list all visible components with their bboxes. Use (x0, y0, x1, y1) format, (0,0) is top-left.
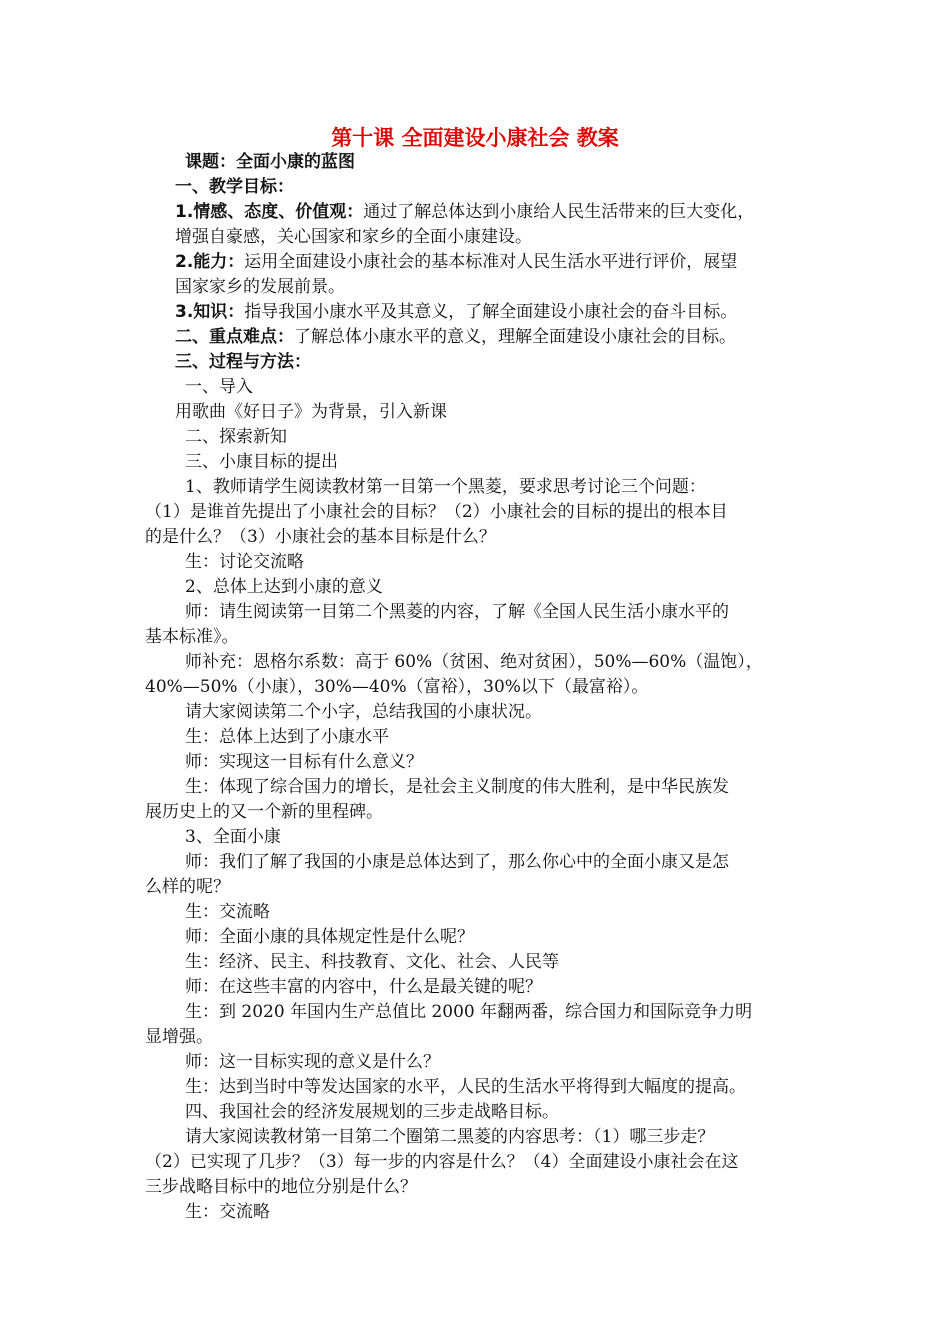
text-line (145, 1050, 815, 1075)
bold-label: 二、重点难点： (175, 327, 294, 347)
text-line (145, 625, 815, 650)
line-text: 师：实现这一目标有什么意义？ (185, 752, 423, 772)
line-text: 师：请生阅读第一目第二个黑菱的内容，了解《全国人民生活小康水平的 (185, 602, 729, 622)
text-line (145, 200, 815, 225)
text-line (145, 250, 815, 275)
line-text: 二、探索新知 (185, 427, 287, 447)
text-line (145, 400, 815, 425)
text-line (145, 675, 815, 700)
text-line (145, 450, 815, 475)
text-line (145, 275, 815, 300)
line-text: 指导我国小康水平及其意义，了解全面建设小康社会的奋斗目标。 (244, 302, 738, 322)
line-text: 生：达到当时中等发达国家的水平，人民的生活水平将得到大幅度的提高。 (185, 1077, 746, 1097)
line-text: 么样的呢？ (145, 877, 230, 897)
line-text: 展历史上的又一个新的里程碑。 (145, 802, 383, 822)
line-text: 1、教师请学生阅读教材第一目第一个黑菱，要求思考讨论三个问题： (185, 477, 706, 497)
line-text: 40%—50%（小康），30%—40%（富裕），30%以下（最富裕）。 (145, 677, 649, 697)
line-text: 生：到 2020 年国内生产总值比 2000 年翻两番，综合国力和国际竞争力明 (185, 1002, 753, 1022)
text-line (145, 1150, 815, 1175)
text-line (145, 650, 815, 675)
text-line (145, 325, 815, 350)
text-line (145, 1000, 815, 1025)
line-text: 的是什么？（3）小康社会的基本目标是什么？ (145, 527, 496, 547)
line-text: 通过了解总体达到小康给人民生活带来的巨大变化， (363, 202, 755, 222)
line-text: （1）是谁首先提出了小康社会的目标？（2）小康社会的目标的提出的根本目 (145, 502, 728, 522)
text-line (145, 1200, 815, 1225)
text-line (145, 550, 815, 575)
line-text: 师补充：恩格尔系数：高于 60%（贫困、绝对贫困），50%—60%（温饱）， (185, 652, 763, 672)
bold-label: 1.情感、态度、价值观： (175, 202, 364, 222)
text-line (145, 700, 815, 725)
line-text: 生：交流略 (185, 1202, 270, 1222)
text-line (145, 775, 815, 800)
line-text: 国家家乡的发展前景。 (175, 277, 345, 297)
text-line (145, 525, 815, 550)
text-line (145, 300, 815, 325)
text-line (145, 1100, 815, 1125)
line-text: 请大家阅读第二个小字，总结我国的小康状况。 (185, 702, 542, 722)
bold-label: 3.知识： (175, 302, 245, 322)
text-line (145, 975, 815, 1000)
line-text: 三步战略目标中的地位分别是什么？ (145, 1177, 417, 1197)
line-text: 生：交流略 (185, 902, 270, 922)
text-line (145, 875, 815, 900)
text-line (145, 425, 815, 450)
text-line (145, 725, 815, 750)
text-line (145, 800, 815, 825)
text-line (145, 850, 815, 875)
line-text: 用歌曲《好日子》为背景，引入新课 (175, 402, 447, 422)
line-text: 请大家阅读教材第一目第二个圈第二黑菱的内容思考：（1）哪三步走？ (185, 1127, 715, 1147)
line-text: 四、我国社会的经济发展规划的三步走战略目标。 (185, 1102, 559, 1122)
line-text: 课题：全面小康的蓝图 (185, 152, 355, 172)
text-line (145, 950, 815, 975)
text-line (145, 750, 815, 775)
line-text: 2、总体上达到小康的意义 (185, 577, 383, 597)
text-line (145, 150, 815, 175)
line-text: 增强自豪感，关心国家和家乡的全面小康建设。 (175, 227, 532, 247)
line-text: 显增强。 (145, 1027, 213, 1047)
line-text: 一、教学目标： (175, 177, 294, 197)
bold-label: 2.能力： (175, 252, 245, 272)
line-text: 运用全面建设小康社会的基本标准对人民生活水平进行评价，展望 (244, 252, 738, 272)
text-line (145, 900, 815, 925)
text-line (145, 925, 815, 950)
text-line (145, 350, 815, 375)
line-text: 三、过程与方法： (175, 352, 311, 372)
line-text: 生：经济、民主、科技教育、文化、社会、人民等 (185, 952, 559, 972)
line-text: 生：体现了综合国力的增长，是社会主义制度的伟大胜利，是中华民族发 (185, 777, 729, 797)
text-line (145, 825, 815, 850)
text-line (145, 475, 815, 500)
text-line (145, 225, 815, 250)
document-body (145, 150, 815, 1225)
line-text: 三、小康目标的提出 (185, 452, 338, 472)
line-text: 3、全面小康 (185, 827, 281, 847)
line-text: 师：我们了解了我国的小康是总体达到了，那么你心中的全面小康又是怎 (185, 852, 729, 872)
line-text: 师：在这些丰富的内容中，什么是最关键的呢？ (185, 977, 542, 997)
text-line (145, 1025, 815, 1050)
line-text: 了解总体小康水平的意义，理解全面建设小康社会的目标。 (294, 327, 736, 347)
text-line (145, 575, 815, 600)
line-text: 生：讨论交流略 (185, 552, 304, 572)
text-line (145, 600, 815, 625)
line-text: 一、导入 (185, 377, 253, 397)
line-text: 基本标准》。 (145, 627, 239, 647)
text-line (145, 1125, 815, 1150)
text-line (145, 500, 815, 525)
text-line (145, 375, 815, 400)
line-text: （2）已实现了几步？（3）每一步的内容是什么？（4）全面建设小康社会在这 (145, 1152, 739, 1172)
line-text: 生：总体上达到了小康水平 (185, 727, 389, 747)
line-text: 师：这一目标实现的意义是什么？ (185, 1052, 440, 1072)
text-line (145, 1075, 815, 1100)
text-line (145, 175, 815, 200)
line-text: 师：全面小康的具体规定性是什么呢？ (185, 927, 474, 947)
text-line (145, 1175, 815, 1200)
document-title: 第十课 全面建设小康社会 教案 (331, 126, 619, 150)
